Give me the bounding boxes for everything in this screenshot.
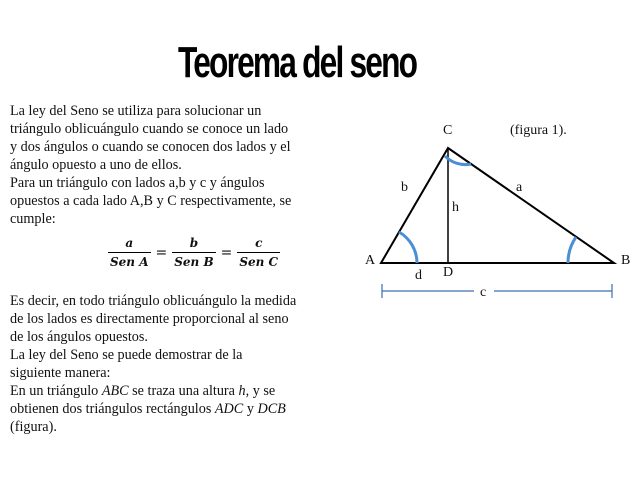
- denominator: Sen B: [172, 252, 215, 269]
- label-vertex-c: C: [443, 123, 453, 138]
- math-h: h: [238, 383, 246, 399]
- body-line: y: [243, 401, 258, 417]
- intro-line: Para un triángulo con lados a,b y c y ángulos: [10, 175, 265, 191]
- label-side-c: c: [480, 285, 487, 300]
- label-foot-d: D: [443, 265, 454, 280]
- equals-sign: =: [220, 244, 233, 261]
- label-segment-d: d: [415, 268, 422, 283]
- body-line: Es decir, en todo triángulo oblicuángulo la medida: [10, 293, 297, 309]
- page-title: Teorema del seno: [178, 38, 417, 87]
- body-line: siguiente manera:: [10, 365, 111, 381]
- figure-caption: (figura 1).: [510, 123, 567, 138]
- triangle-abc: [381, 148, 614, 263]
- angle-arc-b: [568, 237, 576, 263]
- math-dcb: DCB: [257, 401, 286, 417]
- body-line: En un triángulo: [10, 383, 102, 399]
- body-line: , y se: [245, 383, 276, 399]
- numerator: c: [255, 236, 263, 250]
- equals-sign: =: [155, 244, 168, 261]
- label-vertex-b: B: [621, 253, 631, 268]
- body-line: (figura).: [10, 419, 57, 435]
- body-line: se traza una altura: [128, 383, 239, 399]
- intro-line: y dos ángulos o cuando se conocen dos lados y el: [10, 139, 291, 155]
- label-side-a: a: [516, 180, 523, 195]
- intro-line: cumple:: [10, 211, 56, 227]
- body-line: de los lados es directamente proporcional al seno: [10, 311, 289, 327]
- angle-arc-a: [399, 232, 417, 263]
- numerator: b: [189, 236, 199, 250]
- intro-line: ángulo opuesto a uno de ellos.: [10, 157, 182, 173]
- label-side-b: b: [401, 180, 408, 195]
- body-line: La ley del Seno se puede demostrar de la: [10, 347, 243, 363]
- numerator: a: [125, 236, 134, 250]
- intro-line: triángulo oblicuángulo cuando se conoce un lado: [10, 121, 289, 137]
- body-line: obtienen dos triángulos rectángulos: [10, 401, 215, 417]
- body-line: de los ángulos opuestos.: [10, 329, 148, 345]
- denominator: Sen C: [237, 252, 280, 269]
- denominator: Sen A: [108, 252, 151, 269]
- math-abc: ABC: [101, 383, 129, 399]
- intro-line: opuestos a cada lado A,B y C respectivamente, se: [10, 193, 292, 209]
- intro-line: La ley del Seno se utiliza para solucionar un: [10, 103, 262, 119]
- label-vertex-a: A: [365, 253, 376, 268]
- label-height-h: h: [452, 200, 459, 215]
- math-adc: ADC: [214, 401, 244, 417]
